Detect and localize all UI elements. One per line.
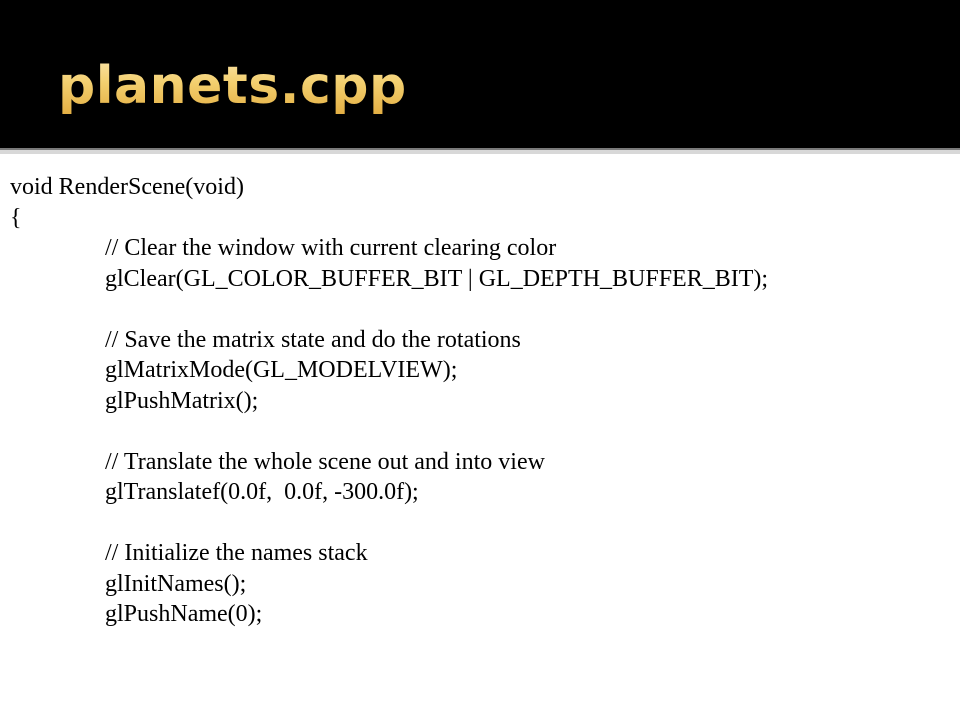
slide-title: planets.cpp <box>58 56 407 116</box>
code-block <box>10 172 960 720</box>
code-line-function-signature: void RenderScene(void) <box>10 174 244 200</box>
code-line-blank <box>10 508 960 539</box>
code-line-glpushmatrix: glPushMatrix(); <box>105 387 259 414</box>
title-divider-shadow <box>0 150 960 154</box>
code-line-comment-translate: // Translate the whole scene out and into view <box>105 448 545 475</box>
code-line-comment-clear: // Clear the window with current clearing color <box>105 235 557 261</box>
code-line-gltranslatef: glTranslatef(0.0f, 0.0f, -300.0f); <box>105 479 419 505</box>
code-line-comment-save-matrix: // Save the matrix state and do the rotations <box>105 326 521 353</box>
title-bar <box>0 0 960 148</box>
code-line-glpushname: glPushName(0); <box>105 601 263 627</box>
code-line-blank <box>10 294 960 325</box>
code-line-comment-names-stack: // Initialize the names stack <box>105 540 368 566</box>
code-line-glinitnames: glInitNames(); <box>105 570 247 597</box>
code-line-open-brace: { <box>10 204 22 231</box>
code-line-glclear: glClear(GL_COLOR_BUFFER_BIT | GL_DEPTH_BUFFER_BIT); <box>105 265 769 292</box>
code-line-blank <box>10 416 960 447</box>
code-line-glmatrixmode: glMatrixMode(GL_MODELVIEW); <box>105 357 458 383</box>
